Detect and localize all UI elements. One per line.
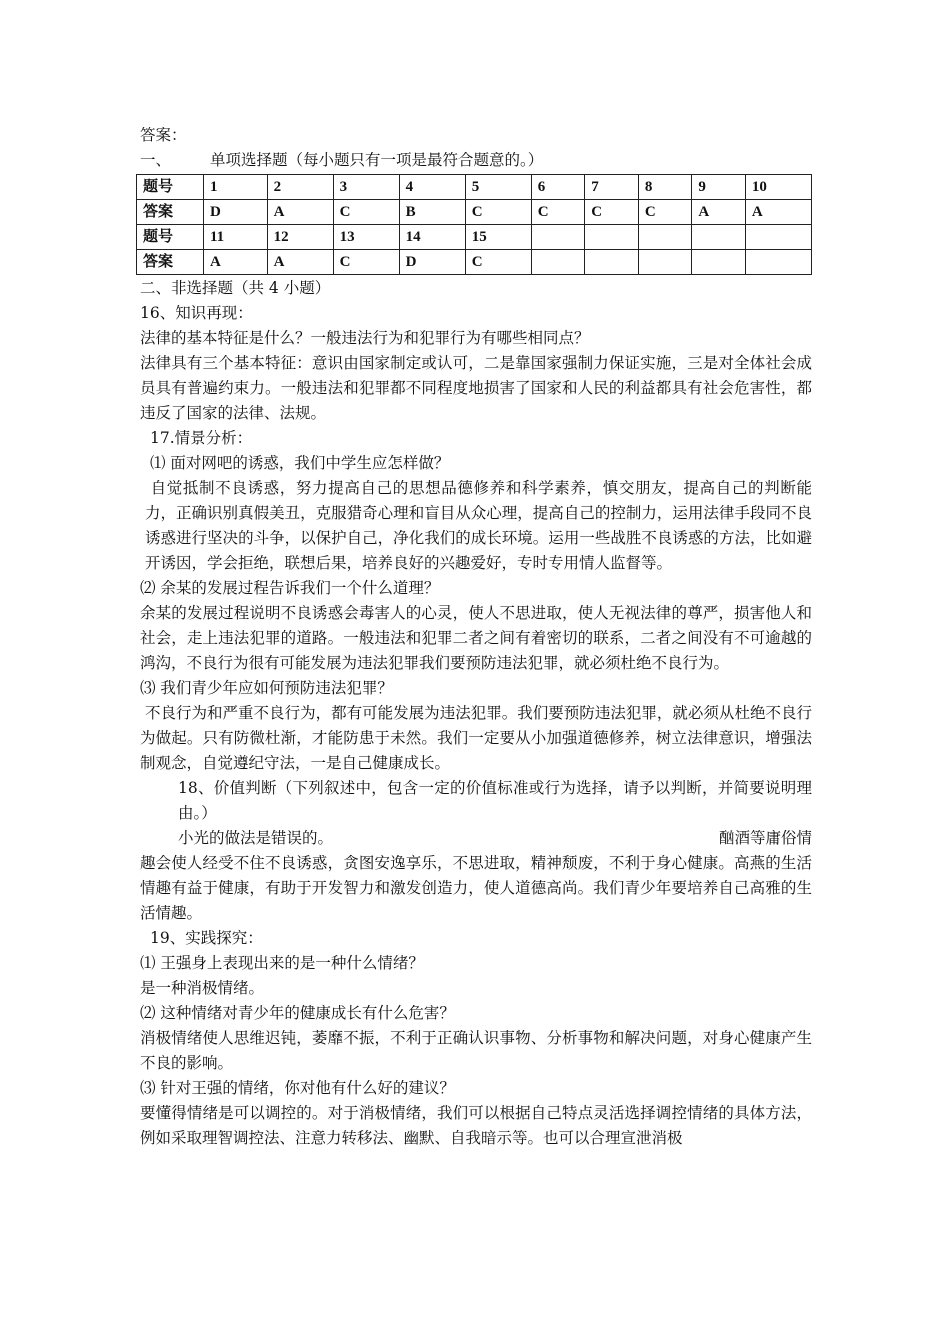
q16-answer: 法律具有三个基本特征：意识由国家制定或认可，二是靠国家强制力保证实施，三是对全体社会成员具有普遍约束力。一般违法和犯罪都不同程度地损害了国家和人民的利益都具有社会危害性，都违反了国家的法律、法规。 xyxy=(140,354,812,422)
table-cell: 1 xyxy=(204,175,268,200)
table-cell: A xyxy=(692,200,746,225)
table-cell: D xyxy=(204,200,268,225)
document-body xyxy=(140,123,812,1151)
table-cell xyxy=(745,250,811,275)
q17-question-3: ⑶ 我们青少年应如何预防违法犯罪？ xyxy=(140,679,393,697)
table-cell: C xyxy=(531,200,585,225)
q18-reason-start: 酗酒等庸俗情 xyxy=(718,829,812,847)
q19-answer-1: 是一种消极情绪。 xyxy=(140,979,265,997)
table-cell: D xyxy=(399,250,465,275)
q19-question-3: ⑶ 针对王强的情绪，你对他有什么好的建议？ xyxy=(140,1079,455,1097)
table-cell xyxy=(745,225,811,250)
table-row-header: 答案 xyxy=(137,250,204,275)
table-cell: A xyxy=(267,200,333,225)
table-cell: 5 xyxy=(465,175,531,200)
q17-answer-3: 不良行为和严重不良行为，都有可能发展为违法犯罪。我们要预防违法犯罪，就必须从杜绝不良行为做起。只有防微杜渐，才能防患于未然。我们一定要从小加强道德修养，树立法律意识，增强法制观念，自觉遵纪守法，一是自己健康成长。 xyxy=(140,704,812,772)
q19-answer-3: 要懂得情绪是可以调控的。对于消极情绪，我们可以根据自己特点灵活选择调控情绪的具体方法，例如采取理智调控法、注意力转移法、幽默、自我暗示等。也可以合理宣泄消极 xyxy=(140,1104,812,1147)
table-row xyxy=(137,225,812,250)
q17-question-1: ⑴ 面对网吧的诱惑，我们中学生应怎样做？ xyxy=(150,454,450,472)
table-cell: C xyxy=(465,250,531,275)
table-cell xyxy=(585,250,639,275)
section1-number: 一、 xyxy=(140,151,172,169)
table-cell: C xyxy=(333,250,399,275)
table-cell: A xyxy=(204,250,268,275)
section1-heading xyxy=(140,148,812,173)
q18-answer: 趣会使人经受不住不良诱惑，贪图安逸享乐，不思进取，精神颓废，不利于身心健康。高燕的生活情趣有益于健康，有助于开发智力和激发创造力，使人道德高尚。我们青少年要培养自己高雅的生活情趣。 xyxy=(140,854,812,922)
table-cell: B xyxy=(399,200,465,225)
table-cell xyxy=(692,225,746,250)
q19-title: 19、实践探究： xyxy=(150,929,263,947)
table-cell xyxy=(531,250,585,275)
table-cell: 13 xyxy=(333,225,399,250)
table-cell xyxy=(638,250,692,275)
q17-answer-1: 自觉抵制不良诱惑，努力提高自己的思想品德修养和科学素养，慎交朋友，提高自己的判断能力，正确识别真假美丑，克服猎奇心理和盲目从众心理，提高自己的控制力，运用法律手段同不良诱惑进行坚决的斗争，以保护自己，净化我们的成长环境。运用一些战胜不良诱惑的方法，比如避开诱因，学会拒绝，联想后果，培养良好的兴趣爱好，专时专用情人监督等。 xyxy=(145,479,812,572)
table-cell: C xyxy=(638,200,692,225)
table-row-header: 题号 xyxy=(137,225,204,250)
q18-judgement-row xyxy=(140,826,812,851)
q17-title: 17.情景分析： xyxy=(150,429,253,447)
table-cell: C xyxy=(465,200,531,225)
table-cell: 3 xyxy=(333,175,399,200)
table-cell: A xyxy=(745,200,811,225)
q18-judgement: 小光的做法是错误的。 xyxy=(178,829,334,847)
table-cell: 2 xyxy=(267,175,333,200)
table-cell: 6 xyxy=(531,175,585,200)
table-row-header: 题号 xyxy=(137,175,204,200)
table-cell xyxy=(531,225,585,250)
table-cell: 12 xyxy=(267,225,333,250)
table-cell: 15 xyxy=(465,225,531,250)
q17-question-2: ⑵ 余某的发展过程告诉我们一个什么道理？ xyxy=(140,579,440,597)
table-row xyxy=(137,200,812,225)
table-cell: A xyxy=(267,250,333,275)
table-row xyxy=(137,250,812,275)
table-cell: 10 xyxy=(745,175,811,200)
q18-title: 18、价值判断（下列叙述中，包含一定的价值标准或行为选择，请予以判断，并简要说明理由。） xyxy=(178,779,812,822)
q19-question-1: ⑴ 王强身上表现出来的是一种什么情绪？ xyxy=(140,954,424,972)
section2-title: 二、非选择题（共 4 小题） xyxy=(140,279,331,297)
section1-title: 单项选择题（每小题只有一项是最符合题意的。） xyxy=(210,151,544,169)
table-cell: 9 xyxy=(692,175,746,200)
table-cell: 4 xyxy=(399,175,465,200)
q16-title: 16、知识再现： xyxy=(140,304,253,322)
table-cell xyxy=(692,250,746,275)
table-row xyxy=(137,175,812,200)
table-cell: 8 xyxy=(638,175,692,200)
table-row-header: 答案 xyxy=(137,200,204,225)
table-cell: 14 xyxy=(399,225,465,250)
table-cell xyxy=(638,225,692,250)
table-cell: C xyxy=(333,200,399,225)
q17-answer-2: 余某的发展过程说明不良诱惑会毒害人的心灵，使人不思进取，使人无视法律的尊严，损害他人和社会，走上违法犯罪的道路。一般违法和犯罪二者之间有着密切的联系，二者之间没有不可逾越的鸿沟，不良行为很有可能发展为违法犯罪我们要预防违法犯罪，就必须杜绝不良行为。 xyxy=(140,604,812,672)
table-cell: 7 xyxy=(585,175,639,200)
table-cell: C xyxy=(585,200,639,225)
q19-question-2: ⑵ 这种情绪对青少年的健康成长有什么危害？ xyxy=(140,1004,455,1022)
table-cell xyxy=(585,225,639,250)
table-cell: 11 xyxy=(204,225,268,250)
q19-answer-2: 消极情绪使人思维迟钝，萎靡不振，不利于正确认识事物、分析事物和解决问题，对身心健康产生不良的影响。 xyxy=(140,1029,812,1072)
answer-table xyxy=(136,174,812,275)
q16-question: 法律的基本特征是什么？一般违法行为和犯罪行为有哪些相同点？ xyxy=(140,329,590,347)
answer-title: 答案： xyxy=(140,126,187,144)
